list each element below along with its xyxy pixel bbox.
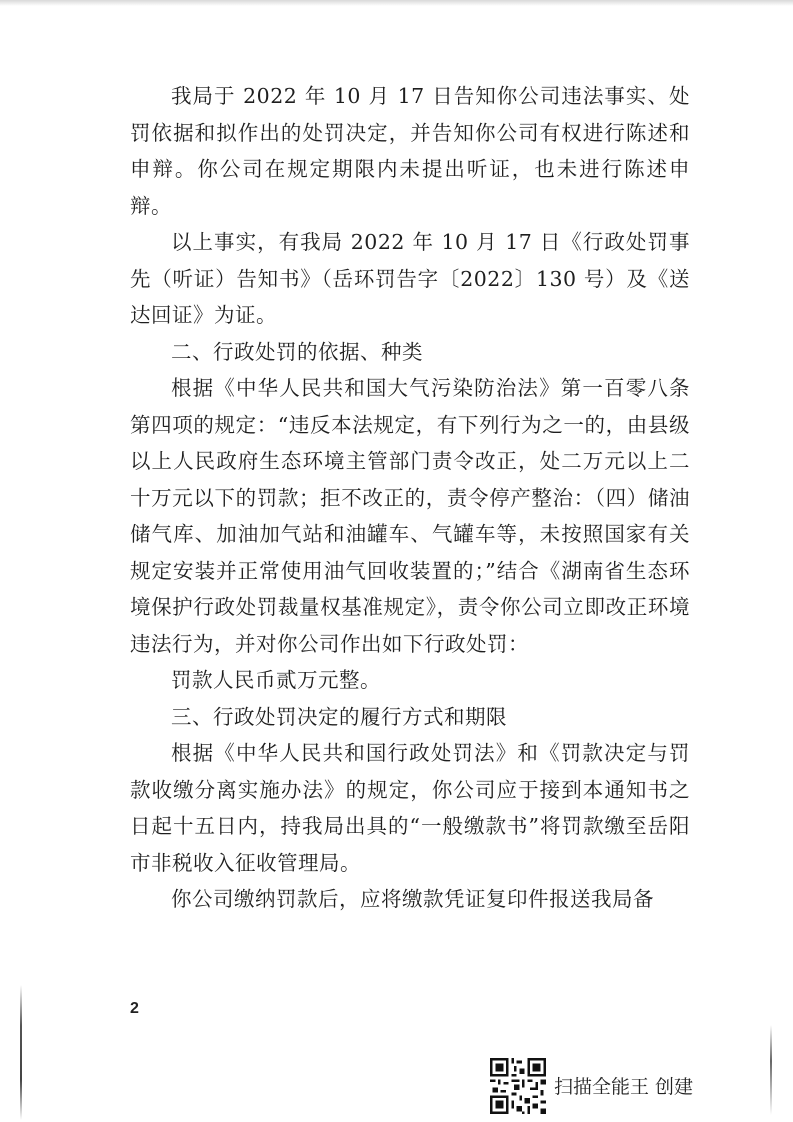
scan-edge-top bbox=[0, 0, 793, 6]
paragraph-payment-method: 根据《中华人民共和国行政处罚法》和《罚款决定与罚款收缴分离实施办法》的规定，你公司应于接到本通知书之日起十五日内，持我局出具的“一般缴款书”将罚款缴至岳阳市非税收入征收管理局。 bbox=[130, 741, 690, 875]
paragraph-payment-receipt: 你公司缴纳罚款后，应将缴款凭证复印件报送我局备 bbox=[171, 887, 654, 911]
scan-edge-right bbox=[770, 1025, 772, 1115]
paragraph-penalty-amount: 罚款人民币贰万元整。 bbox=[171, 668, 381, 692]
section-heading-payment: 三、行政处罚决定的履行方式和期限 bbox=[171, 704, 507, 729]
document-body bbox=[130, 78, 690, 918]
section-heading-basis: 二、行政处罚的依据、种类 bbox=[171, 339, 423, 364]
scanner-watermark-label: 扫描全能王 创建 bbox=[554, 1076, 694, 1098]
paragraph-legal-basis: 根据《中华人民共和国大气污染防治法》第一百零八条第四项的规定：“违反本法规定，有下列行为之一的，由县级以上人民政府生态环境主管部门责令改正，处二万元以上二十万元以下的罚款；拒不改正的，责令停产整治：（四）储油储气库、加油加气站和油罐车、气罐车等，未按照国家有关规定安装并正常使用油气回收装置的；”结合《湖南省生态环境保护行政处罚裁量权基准规定》，责令你公司立即改正环境违法行为，并对你公司作出如下行政处罚： bbox=[130, 376, 690, 656]
qr-code-icon bbox=[490, 1058, 546, 1114]
paragraph-hearing-notice: 我局于 2022 年 10 月 17 日告知你公司违法事实、处罚依据和拟作出的处罚决定，并告知你公司有权进行陈述和申辩。你公司在规定期限内未提出听证，也未进行陈述申辩。 bbox=[130, 84, 690, 218]
scan-edge-left bbox=[20, 985, 22, 1120]
paragraph-evidence: 以上事实，有我局 2022 年 10 月 17 日《行政处罚事先（听证）告知书》（岳环罚告字〔2022〕130 号）及《送达回证》为证。 bbox=[130, 230, 690, 327]
page-number: 2 bbox=[130, 1000, 139, 1017]
scanner-watermark bbox=[490, 1058, 750, 1114]
